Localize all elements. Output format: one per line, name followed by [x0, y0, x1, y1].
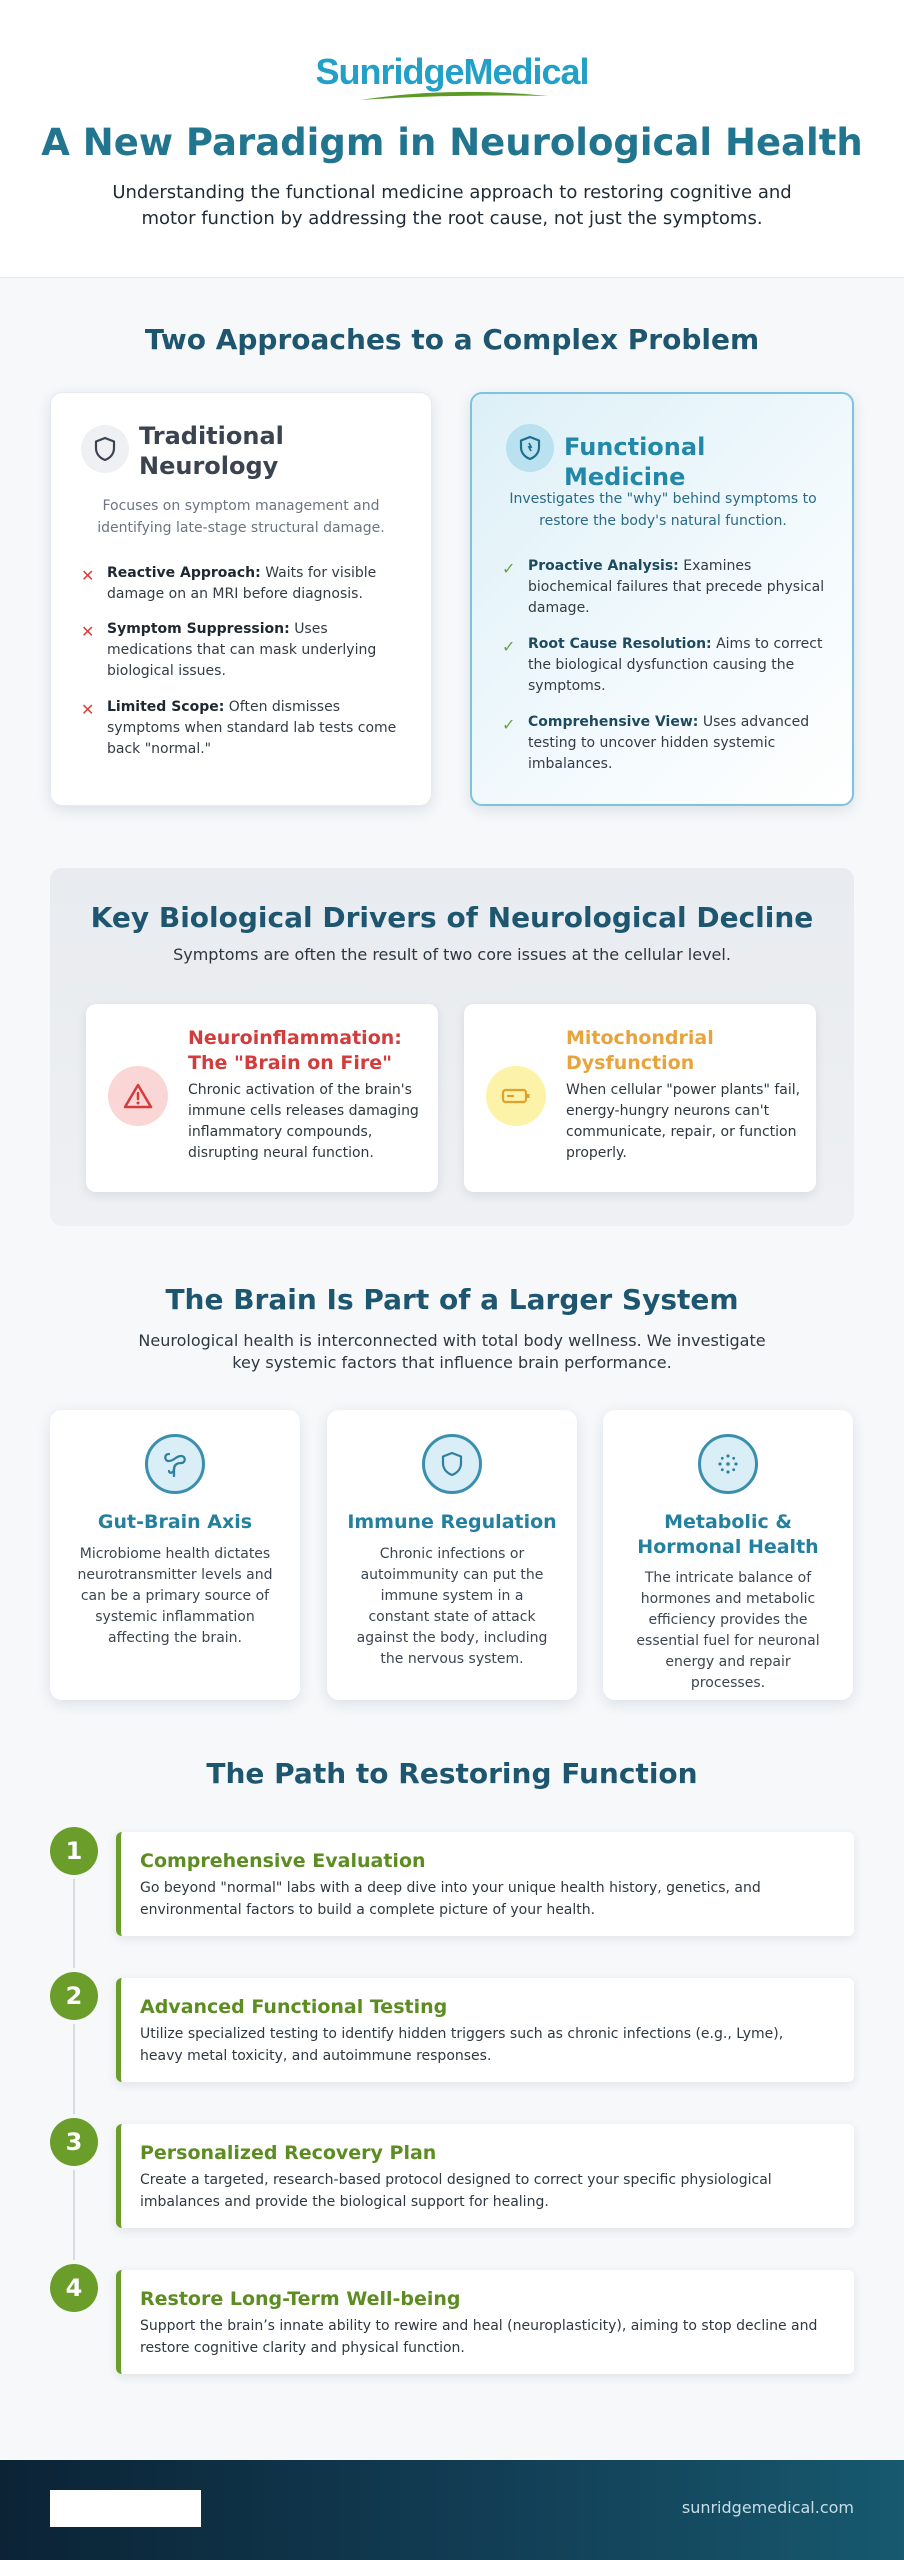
battery-low-icon [486, 1066, 546, 1126]
step-text: Utilize specialized testing to identify hidden triggers such as chronic infections (e.g., Lyme), heavy metal toxicity, and autoimmune responses. [140, 2026, 784, 2064]
gut-brain-card [50, 1410, 300, 1700]
step-card [116, 1832, 854, 1936]
point-text: Often dismisses symptoms when standard lab tests come back "normal." [107, 699, 397, 757]
check-mark-icon: ✓ [502, 559, 516, 578]
functional-medicine-card [470, 392, 854, 806]
functional-description: Investigates the "why" behind symptoms to restore the body's natural function. [509, 491, 817, 529]
traditional-heading: Traditional Neurology [139, 422, 284, 480]
point-text: Waits for visible damage on an MRI before diagnosis. [107, 565, 377, 602]
step-number-badge: 4 [50, 2264, 98, 2312]
step-title: Comprehensive Evaluation [140, 1850, 426, 1872]
logo-text: SunridgeMedical [315, 51, 589, 92]
step-title: Personalized Recovery Plan [140, 2142, 437, 2164]
point-label: Root Cause Resolution: [528, 636, 712, 652]
system-subtitle: Neurological health is interconnected with total body wellness. We investigate key systemic factors that influence brain performance. [138, 1331, 766, 1372]
step-title: Advanced Functional Testing [140, 1996, 448, 2018]
traditional-neurology-card [50, 392, 432, 806]
logo-swoosh-icon [0, 88, 904, 108]
traditional-point [107, 619, 397, 682]
driver-heading: Neuroinflammation: The "Brain on Fire" [188, 1027, 402, 1074]
point-text: Aims to correct the biological dysfunction causing the symptoms. [528, 636, 823, 694]
metabolic-hormonal-card [603, 1410, 853, 1700]
footer [0, 2460, 904, 2560]
system-heading: Gut-Brain Axis [97, 1511, 253, 1533]
shield-icon [422, 1434, 482, 1494]
drivers-subtitle: Symptoms are often the result of two core issues at the cellular level. [173, 945, 731, 964]
step-text: Create a targeted, research-based protocol designed to correct your specific physiological imbalances and provide the biological support for healing. [140, 2172, 772, 2210]
gut-icon [145, 1434, 205, 1494]
step-card [116, 1978, 854, 2082]
traditional-point [107, 563, 407, 605]
page-title: A New Paradigm in Neurological Health [41, 121, 863, 164]
neuroinflammation-card [86, 1004, 438, 1192]
footer-website-link[interactable]: sunridgemedical.com [681, 2498, 854, 2517]
functional-point [528, 556, 828, 619]
point-text: Uses advanced testing to uncover hidden systemic imbalances. [528, 714, 810, 772]
x-mark-icon: ✕ [81, 622, 95, 641]
mitochondrial-card [464, 1004, 816, 1192]
point-label: Proactive Analysis: [528, 558, 679, 574]
sun-icon [698, 1434, 758, 1494]
warning-icon [108, 1066, 168, 1126]
step-number-badge: 1 [50, 1827, 98, 1875]
header [0, 0, 904, 278]
system-heading: Immune Regulation [347, 1511, 557, 1533]
system-text: Chronic infections or autoimmunity can put the immune system in a constant state of attack against the body, including the nervous system. [356, 1546, 548, 1667]
point-label: Reactive Approach: [107, 565, 261, 581]
step-number-badge: 2 [50, 1972, 98, 2020]
traditional-description: Focuses on symptom management and identifying late-stage structural damage. [97, 498, 385, 536]
approaches-title: Two Approaches to a Complex Problem [144, 323, 760, 356]
footer-logo[interactable] [50, 2490, 201, 2527]
path-title: The Path to Restoring Function [206, 1757, 698, 1790]
step-card [116, 2124, 854, 2228]
driver-text: Chronic activation of the brain's immune cells releases damaging inflammatory compounds, disrupting neural function. [188, 1082, 419, 1161]
shield-icon [81, 425, 129, 473]
point-text: Uses medications that can mask underlying biological issues. [107, 621, 377, 679]
drivers-title: Key Biological Drivers of Neurological Decline [90, 901, 814, 934]
system-text: The intricate balance of hormones and metabolic efficiency provides the essential fuel for neuronal energy and repair processes. [636, 1570, 820, 1691]
driver-heading: Mitochondrial Dysfunction [566, 1027, 714, 1074]
point-label: Comprehensive View: [528, 714, 699, 730]
step-number-badge: 3 [50, 2118, 98, 2166]
immune-regulation-card [327, 1410, 577, 1700]
step-title: Restore Long-Term Well-being [140, 2288, 461, 2310]
system-heading: Metabolic & Hormonal Health [637, 1511, 819, 1558]
step-text: Go beyond "normal" labs with a deep dive into your unique health history, genetics, and environmental factors to build a complete picture of your health. [140, 1880, 761, 1918]
page-subtitle: Understanding the functional medicine approach to restoring cognitive and motor function by addressing the root cause, not just the symptoms. [112, 182, 792, 229]
traditional-point [107, 697, 407, 760]
system-text: Microbiome health dictates neurotransmitter levels and can be a primary source of systemic inflammation affecting the brain. [77, 1546, 273, 1646]
check-mark-icon: ✓ [502, 637, 516, 656]
step-text: Support the brain’s innate ability to rewire and heal (neuroplasticity), aiming to stop decline and restore cognitive clarity and physical function. [140, 2318, 818, 2356]
step-card [116, 2270, 854, 2374]
functional-heading: Functional Medicine [564, 433, 706, 491]
functional-point [528, 712, 828, 775]
logo[interactable] [0, 51, 904, 92]
x-mark-icon: ✕ [81, 700, 95, 719]
point-label: Limited Scope: [107, 699, 225, 715]
x-mark-icon: ✕ [81, 566, 95, 585]
driver-text: When cellular "power plants" fail, energy-hungry neurons can't communicate, repair, or function properly. [566, 1082, 801, 1161]
point-text: Examines biochemical failures that precede physical damage. [528, 558, 825, 616]
check-mark-icon: ✓ [502, 715, 516, 734]
shield-check-icon [506, 424, 554, 472]
functional-point [528, 634, 828, 697]
system-title: The Brain Is Part of a Larger System [165, 1283, 739, 1316]
point-label: Symptom Suppression: [107, 621, 290, 637]
timeline-line [73, 1860, 75, 2290]
